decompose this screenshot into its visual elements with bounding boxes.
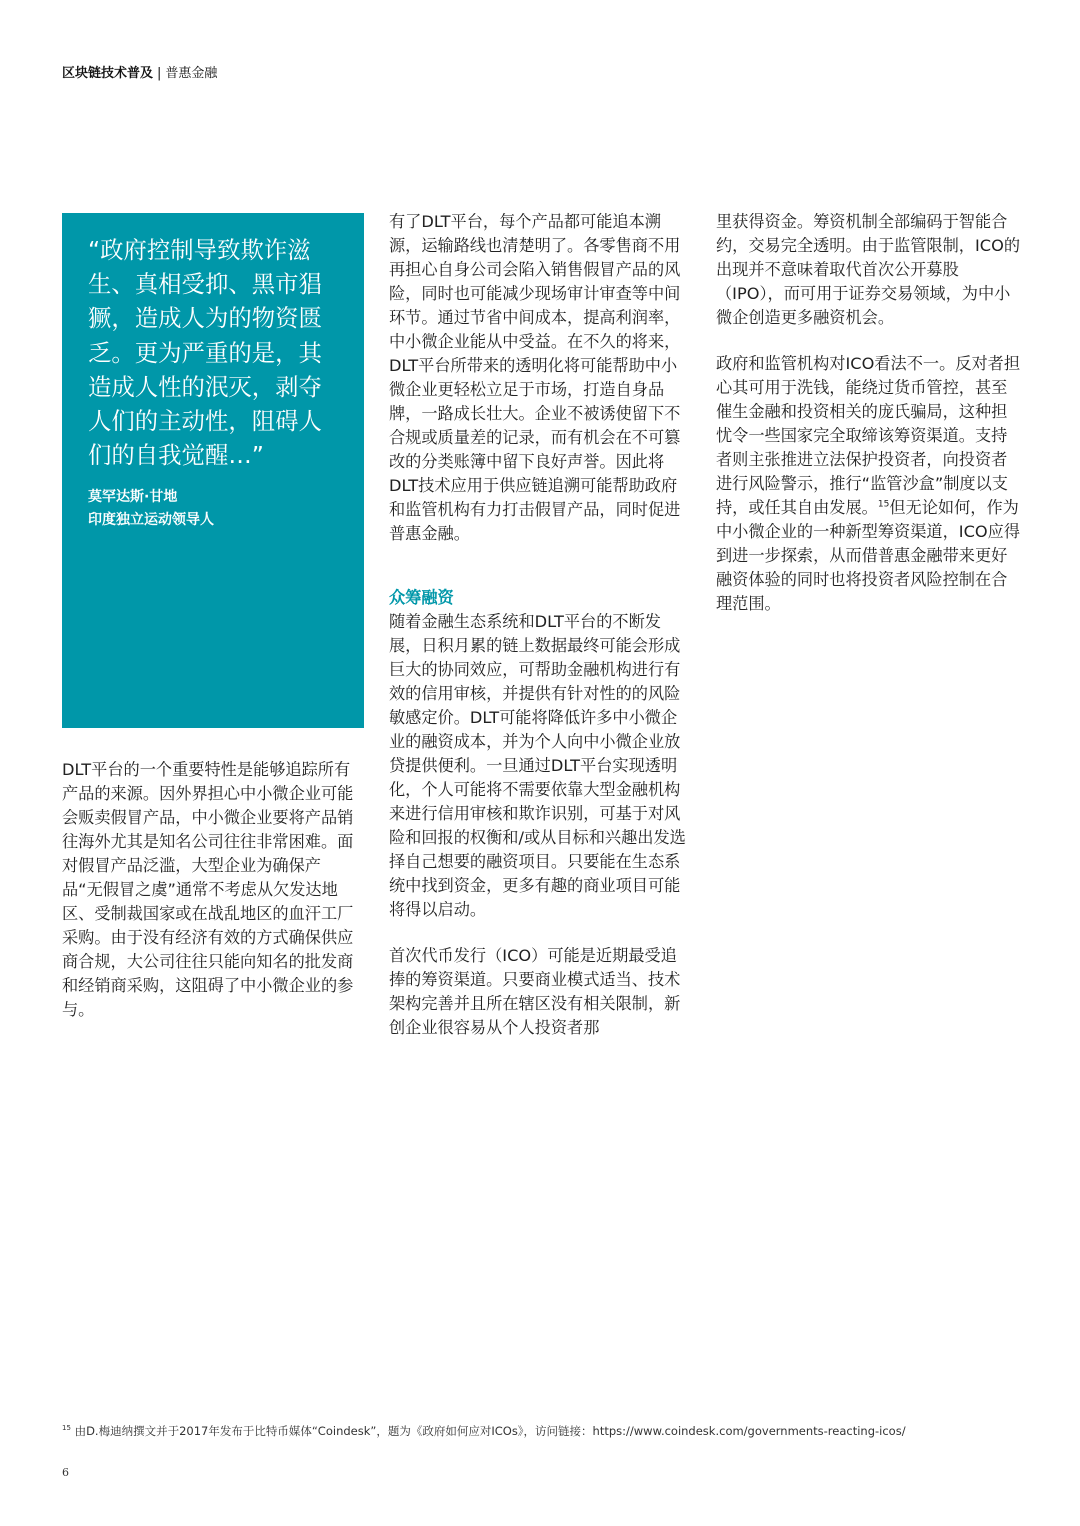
quote-author-name: 莫罕达斯·甘地 (88, 489, 178, 506)
body-column-1 (62, 758, 358, 1022)
paragraph-ico-mechanism: 里获得资金。筹资机制全部编码于智能合约，交易完全透明。由于监管限制，ICO的出现并不意味着取代首次公开募股（IPO），而可用于证券交易领域，为中小微企创造更多融资机会。 (716, 212, 1021, 327)
pull-quote-text: “政府控制导致欺诈滋生、真相受抑、黑市猖獗，造成人为的物资匮乏。更为严重的是，其造成人性的泯灭，剥夺人们的主动性，阻碍人们的自我觉醒…” (88, 236, 322, 470)
header-separator: | (157, 66, 162, 81)
footnote-number: 15 (62, 1424, 71, 1433)
paragraph-dlt-supply-chain: 有了DLT平台，每个产品都可能追本溯源，运输路线也清楚明了。各零售商不用再担心自身公司会陷入销售假冒产品的风险，同时也可能减少现场审计审查等中间环节。通过节省中间成本，提高利润率，中小微企业能从中受益。在不久的将来，DLT平台所带来的透明化将可能帮助中小微企业更轻松立足于市场，打造自身品牌，一路成长壮大。企业不被诱使留下不合规或质量差的记录，而有机会在不可篡改的分类账簿中留下良好声誉。因此将DLT技术应用于供应链追溯可能帮助政府和监管机构有力打击假冒产品，同时促进普惠金融。 (389, 212, 681, 543)
regulation-text-b: 但无论如何，作为中小微企业的一种新型筹资渠道，ICO应得到进一步探索，从而借普惠金融带来更好融资体验的同时也将投资者风险控制在合理范围。 (716, 498, 1021, 613)
quote-author-title: 印度独立运动领导人 (88, 512, 214, 529)
footnote-reference[interactable]: 15 (877, 499, 890, 510)
pull-quote-attribution (88, 486, 340, 532)
page-header (62, 62, 217, 81)
paragraph-crowdfunding: 随着金融生态系统和DLT平台的不断发展，日积月累的链上数据最终可能会形成巨大的协同效应，可帮助金融机构进行有效的信用审核，并提供有针对性的的风险敏感定价。DLT可能将降低许多中小微企业的融资成本，并为个人向中小微企业放贷提供便利。一旦通过DLT平台实现透明化，个人可能将不需要依靠大型金融机构来进行信用审核和欺诈识别，可基于对风险和回报的权衡和/或从目标和兴趣出发选择自己想要的融资项目。只要能在生态系统中找到资金，更多有趣的商业项目可能将得以启动。 (389, 612, 686, 919)
pull-quote-box (62, 213, 364, 728)
header-subtitle: 普惠金融 (165, 66, 218, 81)
body-column-3 (716, 210, 1020, 616)
header-title: 区块链技术普及 (62, 66, 154, 81)
paragraph-ico-regulation (716, 352, 1020, 616)
footnote (62, 1423, 1022, 1439)
regulation-text-a: 政府和监管机构对ICO看法不一。反对者担心其可用于洗钱，能绕过货币管控，甚至催生金融和投资相关的庞氏骗局，这种担忧令一些国家完全取缔该筹资渠道。支持者则主张推进立法保护投资者，向投资者进行风险警示，推行“监管沙盒”制度以支持，或任其自由发展。 (716, 354, 1021, 517)
paragraph-ico-intro: 首次代币发行（ICO）可能是近期最受追捧的筹资渠道。只要商业模式适当、技术架构完善并且所在辖区没有相关限制，新创企业很容易从个人投资者那 (389, 946, 681, 1037)
paragraph-traceability: DLT平台的一个重要特性是能够追踪所有产品的来源。因外界担心中小微企业可能会贩卖假冒产品，中小微企业要将产品销往海外尤其是知名公司往往非常困难。面对假冒产品泛滥，大型企业为确保产品“无假冒之虞”通常不考虑从欠发达地区、受制裁国家或在战乱地区的血汗工厂采购。由于没有经济有效的方式确保供应商合规，大公司往往只能向知名的批发商和经销商采购，这阻碍了中小微企业的参与。 (62, 760, 354, 1019)
footnote-text: 由D.梅迪纳撰文并于2017年发布于比特币媒体“Coindesk”，题为《政府如何应对ICOs》，访问链接：https://www.coindesk.com/governments-reacting-icos/ (74, 1424, 906, 1438)
page-number: 6 (62, 1466, 69, 1479)
section-heading-crowdfunding: 众筹融资 (389, 588, 454, 607)
body-column-2 (389, 210, 689, 1040)
